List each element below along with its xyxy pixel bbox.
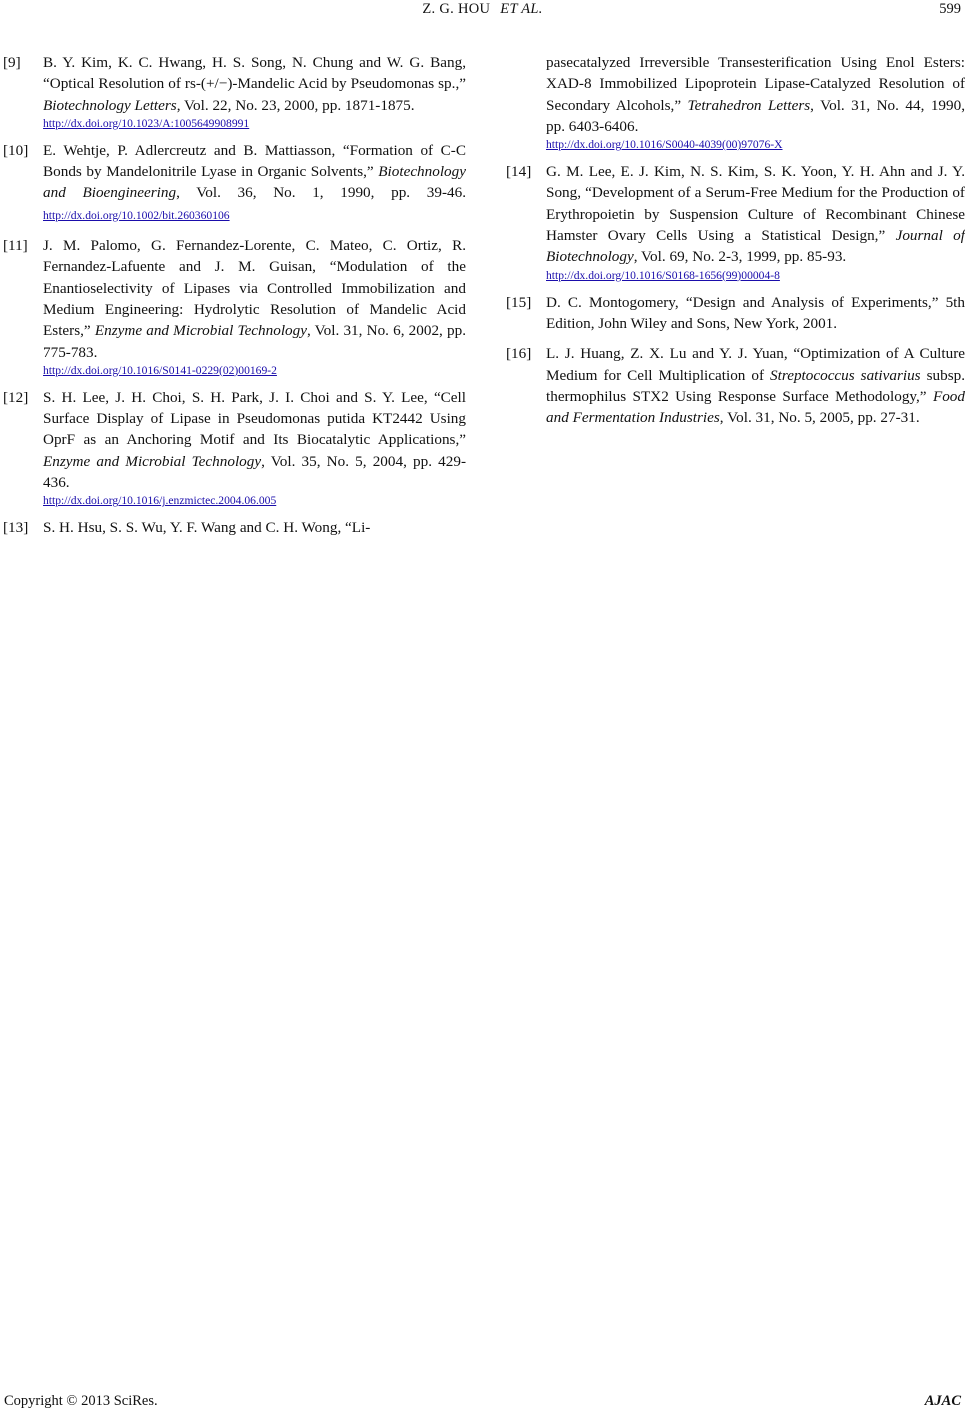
copyright-notice: Copyright © 2013 SciRes. <box>4 1393 158 1409</box>
reference-authors-title: L. J. Huang, Z. X. Lu and Y. J. Yuan, “Optimization of A Culture Medium for Cell Multiplication of <box>546 345 965 384</box>
author-name: Z. G. HOU <box>422 1 491 17</box>
reference-journal: Enzyme and Microbial Technology <box>43 452 262 470</box>
reference-journal: Tetrahedron Letters <box>687 96 811 114</box>
reference-13 <box>0 517 466 538</box>
reference-text <box>43 235 466 378</box>
page-number: 599 <box>939 1 961 17</box>
reference-number: [9] <box>3 54 21 71</box>
reference-12 <box>0 387 466 508</box>
right-column <box>503 52 965 437</box>
reference-16 <box>503 343 965 428</box>
doi-link[interactable]: http://dx.doi.org/10.1023/A:1005649908991 <box>43 116 250 130</box>
reference-text <box>43 52 466 131</box>
reference-journal: Biotechnology Letters <box>43 96 177 114</box>
page-footer <box>0 1388 965 1412</box>
reference-journal: Food and Fermentation Industries <box>546 387 965 427</box>
reference-number: [12] <box>3 388 29 406</box>
reference-text <box>546 161 965 282</box>
reference-authors-title: G. M. Lee, E. J. Kim, N. S. Kim, S. K. Yoon, Y. H. Ahn and J. Y. Song, “Development of a Serum-Free Medium for the Production of Erythropoietin by Suspension Culture of Recombinant Chinese Hamster Ovary Cells Using a Statistical Design,” <box>546 163 965 245</box>
reference-number: [14] <box>506 163 532 181</box>
reference-number: [10] <box>3 141 29 159</box>
reference-14 <box>503 161 965 282</box>
reference-number: [15] <box>506 293 532 311</box>
reference-text <box>546 343 965 428</box>
reference-10 <box>0 140 466 226</box>
doi-link[interactable]: http://dx.doi.org/10.1016/j.enzmictec.2004.06.005 <box>43 494 277 508</box>
reference-15 <box>503 292 965 335</box>
doi-link[interactable]: http://dx.doi.org/10.1016/S0141-0229(02)00169-2 <box>43 363 277 377</box>
reference-11 <box>0 235 466 378</box>
et-al: ET AL. <box>500 1 543 17</box>
reference-text <box>43 140 466 226</box>
reference-title-continued: subsp. thermophilus STX2 Using Response Surface Methodology,” <box>546 366 965 405</box>
reference-details: , Vol. 69, No. 2-3, 1999, pp. 85-93. <box>633 248 847 266</box>
reference-number-blank <box>503 52 546 152</box>
reference-13-continued <box>503 52 965 152</box>
reference-text <box>546 52 965 152</box>
reference-authors-title: B. Y. Kim, K. C. Hwang, H. S. Song, N. Chung and W. G. Bang, “Optical Resolution of rs-(+/−)-Mandelic Acid by Pseudomonas sp.,” <box>43 54 466 93</box>
left-column <box>0 52 466 548</box>
reference-text <box>43 387 466 508</box>
reference-authors-title: E. Wehtje, P. Adlercreutz and B. Mattiasson, “Formation of C-C Bonds by Mandelonitrile Lyase in Organic Solvents,” <box>43 141 466 181</box>
reference-journal: Biotechnology and Bioengineering <box>43 163 466 202</box>
reference-number: [16] <box>506 345 532 363</box>
doi-link[interactable]: http://dx.doi.org/10.1002/bit.260360106 <box>43 208 230 222</box>
reference-text <box>546 292 965 335</box>
doi-link[interactable]: http://dx.doi.org/10.1016/S0168-1656(99)00004-8 <box>546 268 780 282</box>
running-header <box>0 0 965 30</box>
reference-9 <box>0 52 466 131</box>
reference-authors-title: J. M. Palomo, G. Fernandez-Lorente, C. Mateo, C. Ortiz, R. Fernandez-Lafuente and J. M. Guisan, “Modulation of the Enantioselectivity of Lipases via Controlled Immobilization and Medium Engineering: Hydrolytic Resolution of Mandelic Acid Esters,” <box>43 237 466 340</box>
reference-number: [13] <box>3 519 29 537</box>
reference-details: , Vol. 35, No. 5, 2004, pp. 429-436. <box>43 452 467 492</box>
reference-details: , Vol. 31, No. 6, 2002, pp. 775-783. <box>43 322 467 361</box>
reference-journal: Journal of Biotechnology <box>546 227 965 266</box>
reference-text <box>43 517 466 538</box>
reference-title-continued: pasecatalyzed Irreversible Transesterification Using Enol Esters: XAD-8 Immobilized Lipoprotein Lipase-Catalyzed Resolution of Secondary Alcohols,” <box>546 54 965 114</box>
reference-details: , Vol. 31, No. 5, 2005, pp. 27-31. <box>719 409 920 427</box>
running-title <box>0 1 965 18</box>
species-name: Streptococcus sativarius <box>770 366 921 384</box>
reference-journal: Enzyme and Microbial Technology <box>94 322 307 340</box>
reference-number: [11] <box>3 237 28 255</box>
reference-details: , Vol. 31, No. 44, 1990, pp. 6403-6406. <box>546 96 965 135</box>
reference-authors-title: D. C. Montogomery, “Design and Analysis of Experiments,” 5th Edition, John Wiley and Sons, New York, 2001. <box>546 293 965 332</box>
reference-details: , Vol. 36, No. 1, 1990, pp. 39-46. <box>176 184 466 202</box>
reference-authors-title: S. H. Hsu, S. S. Wu, Y. F. Wang and C. H. Wong, “Li- <box>43 519 371 537</box>
reference-authors-title: S. H. Lee, J. H. Choi, S. H. Park, J. I. Choi and S. Y. Lee, “Cell Surface Display of Lipase in Pseudomonas putida KT2442 Using OprF as an Anchoring Motif and Its Biocatalytic Applications,” <box>43 388 466 449</box>
doi-link[interactable]: http://dx.doi.org/10.1016/S0040-4039(00)97076-X <box>546 138 783 152</box>
reference-details: , Vol. 22, No. 23, 2000, pp. 1871-1875. <box>176 96 415 114</box>
journal-abbreviation: AJAC <box>924 1393 961 1409</box>
